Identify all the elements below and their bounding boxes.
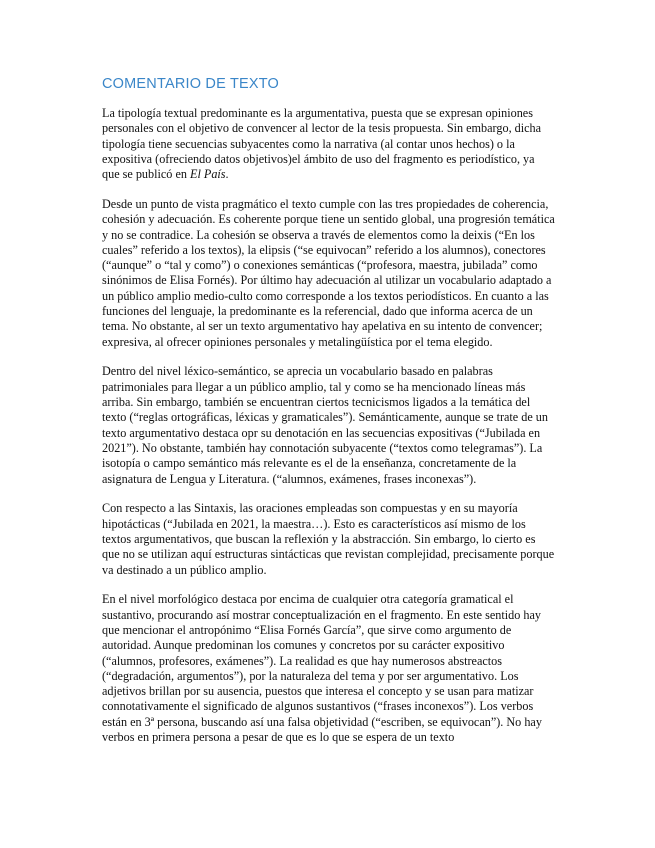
newspaper-name: El País bbox=[190, 167, 226, 182]
paragraph-tipologia bbox=[102, 106, 555, 182]
document-heading: COMENTARIO DE TEXTO bbox=[102, 76, 280, 92]
paragraph-sintaxis: Con respecto a las Sintaxis, las oraciones empleadas son compuestas y en su mayoría hipotácticas (“Jubilada en 2021, la maestra…). Esto es característicos así mismo de los textos argumentativos, que buscan la reflexión y la abstracción. Sin embargo, lo cierto es que no se utilizan aquí estructuras sintácticas que revistan complejidad, precisamente porque va destinado a un público amplio. bbox=[102, 501, 555, 577]
paragraph-lexico-semantico: Dentro del nivel léxico-semántico, se aprecia un vocabulario basado en palabras patrimoniales para llegar a un público amplio, tal y como se ha mencionado líneas más arriba. Sin embargo, también se encuentran ciertos tecnicismos ligados a la temática del texto (“reglas ortográficas, léxicas y gramaticales”). Semánticamente, aunque se trate de un texto argumentativo destaca opr su denotación en las secuencias expositivas (“Jubilada en 2021”). No obstante, también hay connotación subyacente (“textos como telegramas”). La isotopía o campo semántico más relevante es el de la enseñanza, concretamente de la asignatura de Lengua y Literatura. (“alumnos, exámenes, frases inconexas”). bbox=[102, 364, 548, 486]
paragraph-end: . bbox=[225, 167, 229, 182]
paragraph-morfologico: En el nivel morfológico destaca por encima de cualquier otra categoría gramatical el sustantivo, procurando así mostrar conceptualización en el fragmento. En este sentido hay que mencionar el antropónimo “Elisa Fornés García”, que sirve como argumento de autoridad. Aunque predominan los comunes y concretos por su carácter expositivo (“alumnos, profesores, exámenes”). La realidad es que hay numerosos abstreactos (“degradación, argumentos”), por la naturaleza del tema y por ser argumentativo. Los adjetivos brillan por su ausencia, puestos que interesa el concepto y se usan para matizar connotativamente el significado de algunos sustantivos (“frases inconexos”). Los verbos están en 3ª persona, buscando así una falsa objetividad (“escriben, se equivocan”). No hay verbos en primera persona a pesar de que es lo que se espera de un texto bbox=[102, 592, 542, 744]
paragraph-pragmatico: Desde un punto de vista pragmático el texto cumple con las tres propiedades de coherencia, cohesión y adecuación. Es coherente porque tiene un sentido global, una progresión temática y no se contradice. La cohesión se observa a través de elementos como la deixis (“En los cuales” referido a los textos), la elipsis (“se equivocan” referido a los alumnos), conectores (“aunque” o “tal y como”) o conexiones semánticas (“profesora, maestra, jubilada” como sinónimos de Elisa Fornés). Por último hay adecuación al utilizar un vocabulario adaptado a un público amplio medio-culto como corresponde a los textos periodísticos. En cuanto a las funciones del lenguaje, la predominante es la referencial, dado que informa acerca de un tema. No obstante, al ser un texto argumentativo hay apelativa en su intento de convencer; expresiva, al ofrecer opiniones personales y metalingüística por el tema elegido. bbox=[102, 196, 555, 349]
paragraph-text: La tipología textual predominante es la argumentativa, puesta que se expresan opiniones personales con el objetivo de convencer al lector de la tesis propuesta. Sin embargo, dicha tipología tiene secuencias subyacentes como la narrativa (al contar unos hechos) o la expositiva (ofreciendo datos objetivos)el ámbito de uso del fragmento es periodístico, ya que se publicó en bbox=[102, 106, 542, 182]
